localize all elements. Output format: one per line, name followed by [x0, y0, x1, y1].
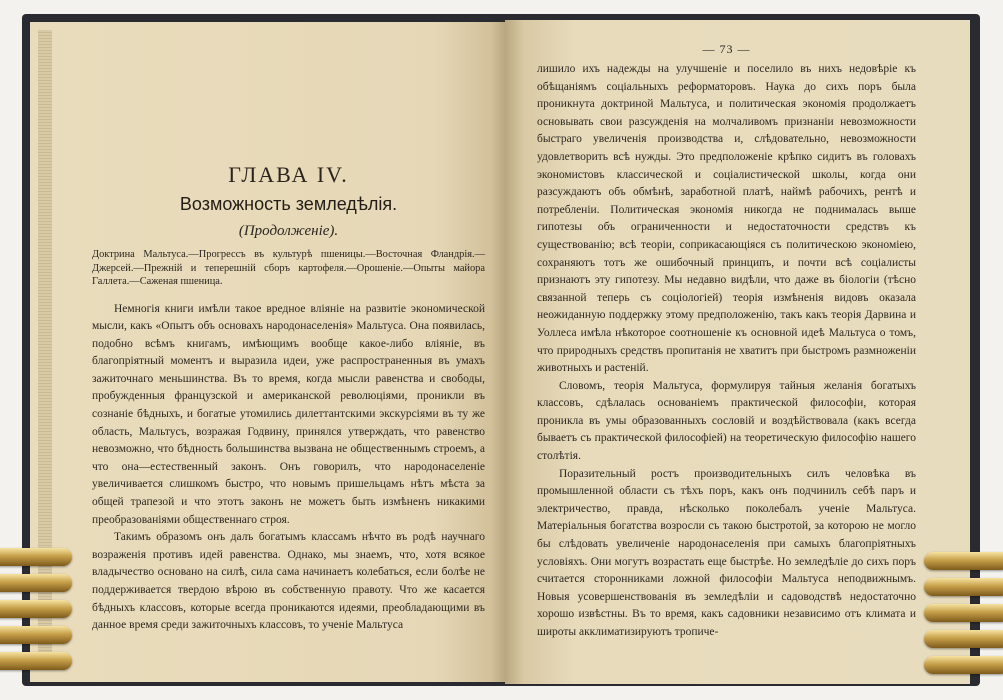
brass-book-clamp-right	[924, 552, 1003, 682]
left-paragraph-2: Такимъ образомъ онъ далъ богатымъ классамъ нѣчто въ родѣ научнаго возраженія противъ идей равенства. Однако, мы знаемъ, что, хотя всякое владычество основано на силѣ, сила сама начинаетъ колебаться, если болѣе не поддерживается твердою вѣрою въ собственную правоту. Что же касается бѣдныхъ классовъ, которые всегда проникаются идеями, преобладающими въ данное время среди зажиточныхъ классовъ, то ученіе Мальтуса	[92, 531, 485, 632]
chapter-subtitle: (Продолженіе).	[238, 223, 339, 239]
right-paragraph-1: лишило ихъ надежды на улучшеніе и поселило въ нихъ недовѣріе къ обѣщаніямъ соціальныхъ реформаторовъ. Наука до сихъ поръ была проникнута доктриной Мальтуса, и политическая экономія продолжаетъ основывать свои разсужденія на молчаливомъ признаніи невозможности быстраго увеличенія производства и, слѣдовательно, невозможности удовлетворить всѣ нужды. Это предположеніе крѣпко сидитъ въ головахъ экономистовъ классической и соціалистической школы, когда они разсуждаютъ объ обмѣнѣ, заработной платѣ, наймѣ рабочихъ, рентѣ и потребленіи. Политическая экономія никогда не поднималась выше гипотезы объ ограниченности и недостаточности средствъ къ существованію; всѣ теоріи, соприкасающіяся съ политическою экономіею, сохраняютъ тотъ же ошибочный принципъ, и почти всѣ соціалисты признаютъ эту гипотезу. Мы недавно видѣли, что даже въ біологіи (тѣсно связанной теперь съ соціологіей) теорія измѣненія видовъ оказала неожиданную поддержку этому предположенію, такъ какъ теорія Дарвина и Уоллеса имѣла нѣкоторое соотношеніе къ основной идеѣ Мальтуса о томъ, что природныхъ средствъ пропитанія не хватитъ при быстромъ размноженіи животныхъ и растеній.	[537, 63, 916, 375]
page-number: — 73 —	[702, 42, 751, 56]
right-page	[505, 20, 970, 684]
chapter-heading: ГЛАВА IV.	[228, 162, 349, 187]
left-page	[30, 22, 505, 682]
brass-book-clamp-left	[0, 548, 72, 678]
chapter-title: Возможность земледѣлія.	[179, 194, 398, 214]
chapter-synopsis: Доктрина Мальтуса.—Прогрессъ въ культурѣ пшеницы.—Восточная Фландрія.—Джерсей.—Прежній и теперешній сборъ картофеля.—Орошеніе.—Опыты майора Галлета.—Саженая пшеница.	[92, 249, 485, 287]
right-paragraph-2: Словомъ, теорія Мальтуса, формулируя тайныя желанія богатыхъ классовъ, сдѣлалась основаніемъ практической философіи, которая проникла въ умы образованныхъ сословій и воздѣйствовала (какъ всегда бываетъ съ практической философіей) на теоретическую философію нашего столѣтія.	[537, 379, 916, 463]
left-paragraph-1: Немногія книги имѣли такое вредное вліяніе на развитіе экономической мысли, какъ «Опытъ объ основахъ народонаселенія» Мальтуса. Она появилась, подобно всѣмъ книгамъ, имѣющимъ вообще какое-либо вліяніе, въ благопріятный моментъ и выразила идеи, уже распространенныя въ умахъ зажиточнаго меньшинства. Въ то время, когда мысли равенства и свободы, пробужденныя французской и американской революціями, проникли въ сознаніе бѣдныхъ, и богатые утомились дилеттантскими экскурсіями въ ту же область, Мальтусъ, возражая Годвину, принялся утверждать, что равенство невозможно, что бѣдность большинства вызвана не общественнымъ строемъ, а что она—естественный законъ. Онъ говорилъ, что народонаселеніе увеличивается слишкомъ быстро, что новымъ пришельцамъ нѣтъ мѣста за общей трапезой и что этотъ законъ не можетъ быть измѣненъ никакими преобразованіями общественнаго строя.	[92, 302, 485, 526]
right-paragraph-3: Поразительный ростъ производительныхъ силъ человѣка въ промышленной области съ тѣхъ поръ, какъ онъ подчинилъ себѣ паръ и электричество, правда, нѣсколько поколебалъ ученіе Мальтуса. Матеріальныя богатства возросли съ такою быстротой, за которою не могло бы слѣдовать увеличеніе народонаселенія при самыхъ благопріятныхъ условіяхъ. Они могутъ возрастать еще быстрѣе. Но земледѣліе до сихъ поръ считается сторонниками ложной философіи Мальтуса неподвижнымъ. Новыя усовершенствованія въ земледѣліи и садоводствѣ недостаточно хорошо извѣстны. Въ то время, какъ садовники независимо отъ климата и широты акклиматизируютъ тропиче-	[537, 467, 916, 638]
